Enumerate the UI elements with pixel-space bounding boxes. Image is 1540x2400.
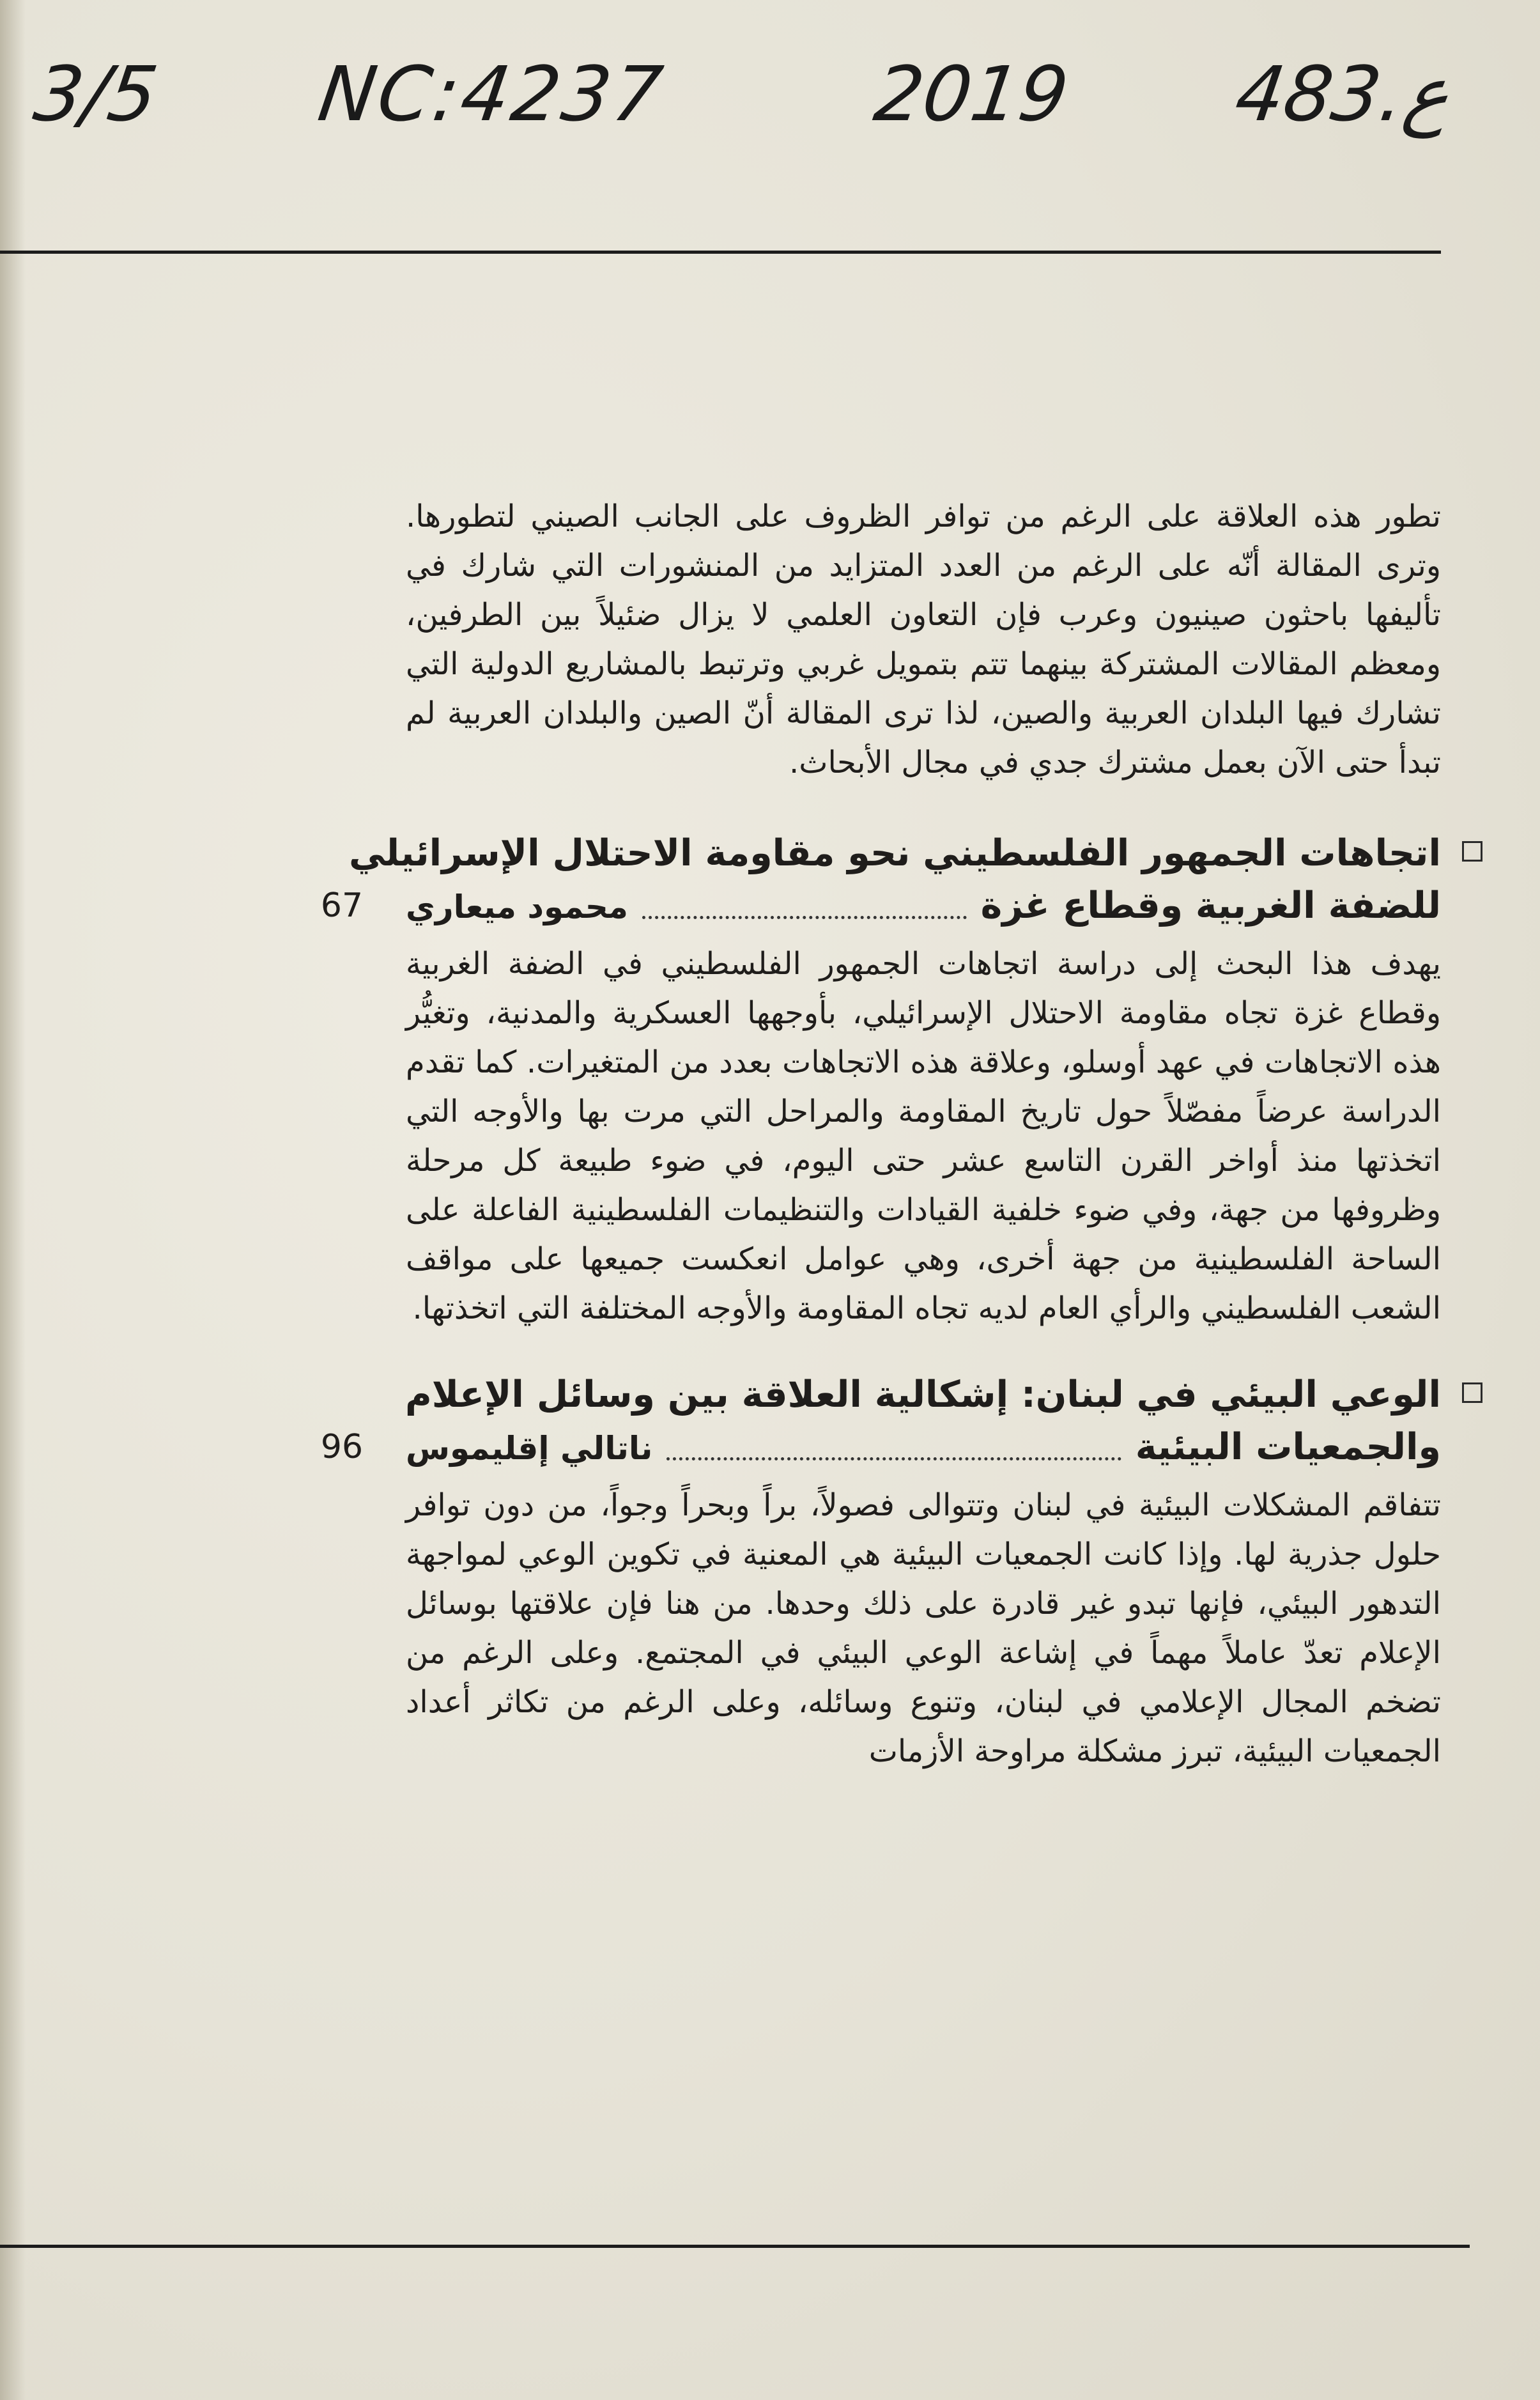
article-title-line1: الوعي البيئي في لبنان: إشكالية العلاقة بين وسائل الإعلام <box>405 1374 1441 1416</box>
page-binding-shadow <box>0 0 26 2400</box>
article-entry <box>320 1368 1441 1776</box>
article-author: ناتالي إقليموس <box>406 1430 653 1467</box>
article-abstract: تتفاقم المشكلات البيئية في لبنان وتتوالى فصولاً، براً وبحراً وجواً، من دون توافر حلول جذرية لها. وإذا كانت الجمعيات البيئية هي المعنية في تكوين الوعي لمواجهة التدهور البيئي، فإنها تبدو غير قادرة على ذلك وحدها. من هنا فإن علاقتها بوسائل الإعلام تعدّ عاملاً مهماً في إشاعة الوعي البيئي في المجتمع. وعلى الرغم من تضخم المجال الإعلامي في لبنان، وتنوع وسائله، وعلى الرغم من تكاثر أعداد الجمعيات البيئية، تبرز مشكلة مراوحة الأزمات <box>406 1487 1441 1769</box>
article-title-row <box>320 879 1441 937</box>
article-title-line1: اتجاهات الجمهور الفلسطيني نحو مقاومة الاحتلال الإسرائيلي <box>349 832 1441 874</box>
article-author: محمود ميعاري <box>406 888 628 925</box>
article-page-number: 96 <box>320 1428 364 1466</box>
square-bullet-icon <box>1462 841 1482 862</box>
handwritten-catalog-code: NC:4237 <box>313 50 670 138</box>
article-page-number: 67 <box>320 886 364 925</box>
article-entry <box>320 827 1441 1333</box>
handwritten-reference: 483.ع <box>1230 50 1456 138</box>
square-bullet-icon <box>1462 1382 1482 1403</box>
article-heading <box>320 1368 1441 1478</box>
article-abstract: يهدف هذا البحث إلى دراسة اتجاهات الجمهور الفلسطيني في الضفة الغربية وقطاع غزة تجاه مقاومة الاحتلال الإسرائيلي، بأوجهها العسكرية والمدنية، وتغيُّر هذه الاتجاهات في عهد أوسلو، وعلاقة هذه الاتجاهات بعدد من المتغيرات. كما تقدم الدراسة عرضاً مفصّلاً حول تاريخ المقاومة والمراحل التي مرت بها والأوجه التي اتخذتها منذ أواخر القرن التاسع عشر حتى اليوم، في ضوء طبيعة كل مرحلة وظروفها من جهة، وفي ضوء خلفية القيادات والتنظيمات الفلسطينية الفاعلة على الساحة الفلسطينية من جهة أخرى، وهي عوامل انعكست جميعها على مواقف الشعب الفلسطيني والرأي العام لديه تجاه المقاومة والأوجه المختلفة التي اتخذتها. <box>406 946 1441 1326</box>
article-title-row <box>320 1421 1441 1478</box>
dotted-leader <box>666 1457 1121 1460</box>
dotted-leader <box>642 916 967 919</box>
intro-paragraph: تطور هذه العلاقة على الرغم من توافر الظروف على الجانب الصيني لتطورها. وترى المقالة أنّه على الرغم من العدد المتزايد من المنشورات التي شارك في تأليفها باحثون صينيون وعرب فإن التعاون العلمي لا يزال ضئيلاً بين الطرفين، ومعظم المقالات المشتركة بينهما تتم بتمويل غربي وترتبط بالمشاريع الدولية التي تشارك فيها البلدان العربية والصين، لذا ترى المقالة أنّ الصين والبلدان العربية لم تبدأ حتى الآن بعمل مشترك جدي في مجال الأبحاث. <box>406 499 1441 780</box>
handwritten-page-fraction: 3/5 <box>29 50 163 138</box>
page-content <box>320 492 1441 1811</box>
article-heading <box>320 827 1441 937</box>
article-title-line2: والجمعيات البيئية <box>1135 1426 1441 1468</box>
top-rule <box>0 251 1441 254</box>
bottom-rule <box>0 2245 1470 2248</box>
article-title-line2: للضفة الغربية وقطاع غزة <box>980 885 1441 927</box>
handwritten-year: 2019 <box>869 50 1074 138</box>
